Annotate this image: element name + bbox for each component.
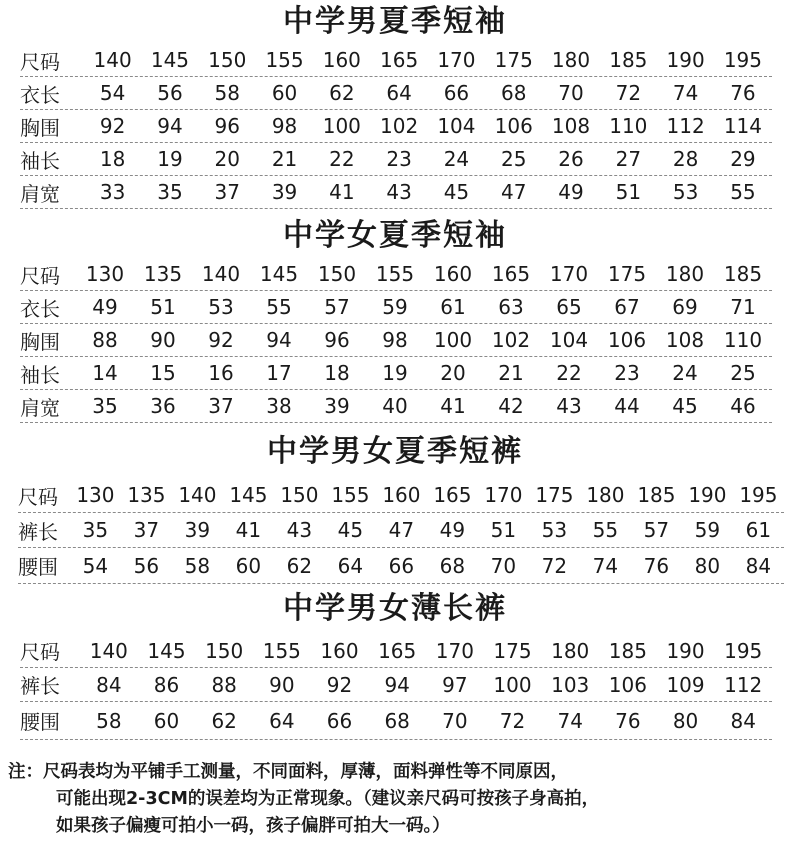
table-row [18,513,784,548]
table-cell: 42 [498,394,524,418]
table-cell: 180 [551,638,590,663]
table-cell: 17 [266,361,292,385]
table-cell: 135 [127,483,166,507]
table-cell: 22 [556,361,582,385]
table-cell: 70 [490,553,517,578]
table-cell: 104 [549,328,589,352]
size-table-thin-trousers [20,634,772,740]
table-cell: 175 [607,262,647,286]
table-cell: 175 [535,483,574,507]
table-cell: 41 [235,518,262,542]
table-row [20,291,772,324]
table-cell: 60 [235,553,262,578]
row-label: 裤长 [20,674,60,698]
table-cell: 100 [433,328,473,352]
table-cell: 102 [380,114,419,138]
table-cell: 46 [730,394,756,418]
table-cell: 24 [672,361,698,385]
table-cell: 20 [440,361,466,385]
table-cell: 45 [443,180,470,204]
table-cell: 63 [498,295,524,319]
table-cell: 170 [484,483,523,507]
table-cell: 106 [608,672,647,697]
table-title-girls-short-sleeve: 中学女夏季短袖 [283,218,507,253]
table-cell: 41 [440,394,466,418]
table-cell: 22 [329,147,355,171]
table-cell: 155 [262,638,301,663]
table-cell: 37 [214,180,240,204]
table-cell: 29 [730,147,756,171]
table-cell: 84 [745,553,772,578]
table-cell: 92 [208,328,234,352]
table-title-summer-shorts: 中学男女夏季短裤 [267,434,523,469]
table-cell: 72 [615,81,642,105]
table-cell: 145 [259,262,299,286]
table-cell: 71 [730,295,756,319]
table-cell: 41 [329,180,355,204]
table-row [20,77,772,110]
table-cell: 103 [551,672,590,697]
table-cell: 35 [82,518,109,542]
table-cell: 185 [723,262,763,286]
table-row [20,258,772,291]
table-cell: 74 [592,553,619,578]
table-cell: 25 [730,361,756,385]
table-cell: 58 [96,708,122,733]
table-cell: 190 [688,483,727,507]
table-cell: 195 [739,483,778,507]
row-label: 袖长 [20,362,60,387]
table-cell: 155 [375,262,415,286]
size-table-girls-short-sleeve [20,258,772,423]
table-row [20,702,772,740]
table-cell: 69 [672,295,698,319]
table-cell: 180 [665,262,705,286]
table-cell: 150 [280,483,319,507]
table-row [20,634,772,668]
table-cell: 51 [490,518,517,542]
table-cell: 20 [214,147,240,171]
table-cell: 15 [150,361,176,385]
row-label: 尺码 [20,640,60,664]
note-line: 注：尺码表均为平铺手工测量，不同面料，厚薄，面料弹性等不同原因， [8,762,568,782]
row-label: 裤长 [18,519,58,544]
table-cell: 175 [493,638,532,663]
table-cell: 190 [666,48,705,72]
table-cell: 130 [85,262,125,286]
table-cell: 110 [609,114,648,138]
table-cell: 43 [286,518,313,542]
note-line: 可能出现2-3CM的误差均为正常现象。（建议亲尺码可按孩子身高拍， [56,789,600,809]
table-cell: 160 [433,262,473,286]
table-cell: 39 [184,518,211,542]
row-label: 腰围 [18,555,58,579]
table-cell: 18 [99,147,126,171]
row-label: 胸围 [20,329,60,354]
table-cell: 190 [666,638,705,663]
table-cell: 66 [443,81,470,105]
table-row [20,110,772,143]
table-cell: 26 [558,147,584,171]
table-cell: 35 [157,180,183,204]
table-cell: 43 [386,180,412,204]
table-cell: 100 [493,672,532,697]
table-cell: 47 [388,518,415,542]
row-label: 肩宽 [20,395,60,420]
table-cell: 109 [666,672,705,697]
table-cell: 76 [730,81,756,105]
table-row [18,548,784,584]
table-cell: 43 [556,394,582,418]
table-cell: 25 [501,147,527,171]
table-cell: 58 [214,81,240,105]
table-cell: 49 [558,180,584,204]
row-label: 尺码 [20,263,60,288]
table-cell: 64 [269,708,295,733]
table-cell: 84 [96,672,122,697]
table-cell: 110 [723,328,763,352]
table-cell: 47 [501,180,527,204]
table-cell: 68 [439,553,466,578]
table-cell: 140 [89,638,128,663]
table-cell: 90 [269,672,295,697]
table-cell: 65 [556,295,582,319]
table-cell: 140 [201,262,241,286]
table-cell: 180 [586,483,625,507]
table-cell: 37 [133,518,160,542]
table-row [20,668,772,702]
table-cell: 21 [498,361,524,385]
table-row [20,324,772,357]
table-cell: 112 [666,114,705,138]
table-cell: 170 [549,262,589,286]
table-cell: 180 [551,48,591,72]
table-cell: 66 [388,553,415,578]
table-cell: 14 [92,361,118,385]
table-cell: 76 [615,708,641,733]
table-cell: 72 [541,553,568,578]
table-cell: 54 [82,553,109,578]
table-cell: 45 [672,394,698,418]
table-cell: 150 [208,48,247,72]
table-row [20,357,772,390]
table-cell: 150 [205,638,244,663]
table-cell: 53 [208,295,234,319]
table-cell: 165 [378,638,417,663]
table-cell: 66 [326,708,353,733]
table-cell: 19 [382,361,408,385]
table-cell: 53 [541,518,568,542]
table-title-thin-trousers: 中学男女薄长裤 [283,591,507,626]
table-row [20,176,772,209]
table-cell: 185 [637,483,676,507]
table-cell: 58 [184,553,211,578]
table-cell: 92 [99,114,126,138]
table-cell: 56 [133,553,160,578]
table-cell: 135 [143,262,183,286]
row-label: 衣长 [20,82,60,107]
table-cell: 160 [322,48,361,72]
table-cell: 86 [153,672,180,697]
table-cell: 21 [271,147,298,171]
table-cell: 60 [271,81,298,105]
table-cell: 170 [437,48,476,72]
table-cell: 165 [433,483,472,507]
table-cell: 62 [211,708,237,733]
table-cell: 56 [157,81,183,105]
table-cell: 160 [320,638,359,663]
table-cell: 67 [614,295,640,319]
table-cell: 53 [672,180,699,204]
table-cell: 44 [614,394,640,418]
table-row [20,390,772,423]
row-label: 袖长 [20,148,60,173]
table-cell: 59 [382,295,408,319]
row-label: 胸围 [20,115,60,140]
table-cell: 60 [153,708,180,733]
table-cell: 64 [386,81,412,105]
table-cell: 185 [609,48,648,72]
table-cell: 130 [76,483,115,507]
table-cell: 49 [439,518,466,542]
table-cell: 45 [337,518,364,542]
row-label: 腰围 [20,710,60,734]
size-note [8,759,788,840]
table-cell: 92 [326,672,353,697]
table-cell: 38 [266,394,292,418]
table-cell: 88 [92,328,118,352]
table-cell: 57 [324,295,350,319]
table-cell: 76 [643,553,670,578]
table-cell: 185 [608,638,647,663]
table-row [20,143,772,176]
table-cell: 150 [317,262,357,286]
table-cell: 145 [229,483,268,507]
table-cell: 70 [558,81,584,105]
table-cell: 51 [150,295,176,319]
table-cell: 74 [557,708,583,733]
table-cell: 108 [551,114,591,138]
row-label: 尺码 [18,484,58,509]
table-cell: 106 [494,114,533,138]
table-cell: 97 [442,672,468,697]
table-cell: 160 [382,483,421,507]
table-cell: 39 [324,394,350,418]
table-cell: 94 [384,672,410,697]
table-cell: 68 [384,708,410,733]
table-cell: 72 [499,708,526,733]
table-cell: 23 [386,147,412,171]
table-cell: 51 [615,180,642,204]
table-cell: 55 [730,180,756,204]
table-cell: 18 [324,361,350,385]
table-cell: 155 [331,483,370,507]
table-cell: 84 [730,708,756,733]
table-cell: 195 [724,638,763,663]
row-label: 衣长 [20,296,60,321]
row-label: 尺码 [20,49,60,74]
table-cell: 57 [643,518,670,542]
table-cell: 55 [266,295,292,319]
table-cell: 68 [501,81,527,105]
table-cell: 98 [382,328,408,352]
table-cell: 59 [694,518,721,542]
table-cell: 106 [607,328,647,352]
table-cell: 195 [723,48,762,72]
table-cell: 155 [265,48,304,72]
table-cell: 28 [672,147,699,171]
table-row [18,478,784,513]
table-cell: 33 [99,180,126,204]
note-line: 如果孩子偏瘦可拍小一码，孩子偏胖可拍大一码。） [56,816,450,836]
table-cell: 165 [491,262,531,286]
table-cell: 49 [92,295,118,319]
table-cell: 102 [491,328,531,352]
table-cell: 100 [322,114,361,138]
table-cell: 62 [286,553,313,578]
table-cell: 61 [745,518,772,542]
table-cell: 54 [99,81,126,105]
table-cell: 96 [324,328,350,352]
table-cell: 16 [208,361,234,385]
table-cell: 80 [672,708,699,733]
table-cell: 40 [382,394,408,418]
table-cell: 24 [443,147,470,171]
table-cell: 74 [672,81,699,105]
table-cell: 94 [266,328,292,352]
size-table-boys-short-sleeve [20,44,772,209]
table-title-boys-short-sleeve: 中学男夏季短袖 [283,4,507,39]
table-cell: 104 [437,114,476,138]
table-cell: 140 [178,483,217,507]
table-cell: 55 [592,518,619,542]
table-cell: 145 [150,48,190,72]
table-cell: 37 [208,394,234,418]
table-cell: 61 [440,295,466,319]
table-cell: 36 [150,394,176,418]
table-cell: 145 [147,638,186,663]
table-cell: 39 [271,180,298,204]
table-cell: 27 [615,147,642,171]
size-table-summer-shorts [18,478,784,584]
table-cell: 23 [614,361,640,385]
table-cell: 108 [665,328,705,352]
table-cell: 35 [92,394,118,418]
table-cell: 70 [442,708,468,733]
table-cell: 165 [380,48,419,72]
table-cell: 62 [329,81,355,105]
row-label: 肩宽 [20,181,60,206]
table-cell: 94 [157,114,183,138]
table-cell: 170 [435,638,474,663]
table-row [20,44,772,77]
table-cell: 88 [211,672,237,697]
table-cell: 140 [93,48,132,72]
table-cell: 98 [271,114,298,138]
table-cell: 19 [157,147,183,171]
table-cell: 112 [724,672,763,697]
table-cell: 114 [723,114,762,138]
table-cell: 64 [337,553,364,578]
table-cell: 80 [694,553,721,578]
table-cell: 90 [150,328,176,352]
table-cell: 175 [494,48,533,72]
table-cell: 96 [214,114,240,138]
